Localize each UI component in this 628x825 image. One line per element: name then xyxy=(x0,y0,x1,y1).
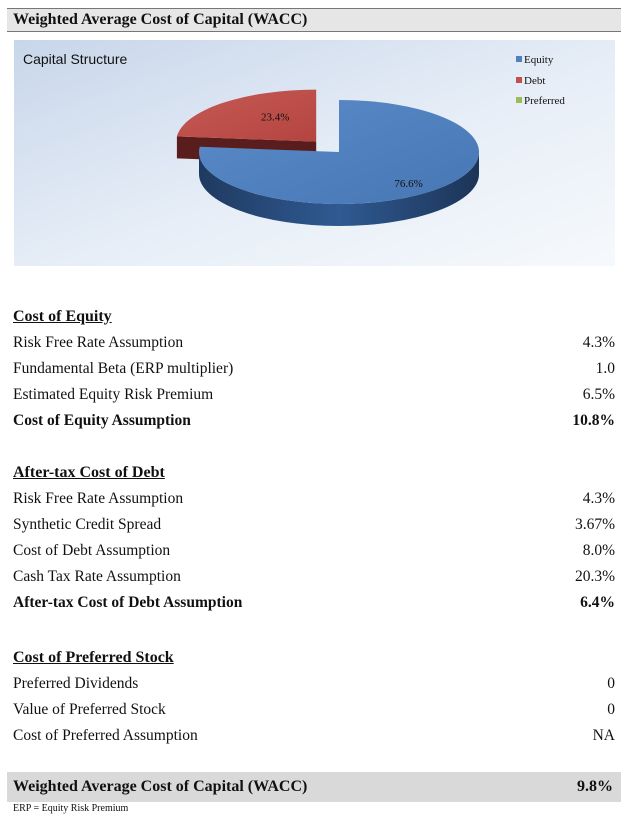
footnote: ERP = Equity Risk Premium xyxy=(13,803,129,814)
legend xyxy=(516,54,565,107)
row-label: Synthetic Credit Spread xyxy=(13,516,162,533)
total-label: After-tax Cost of Debt Assumption xyxy=(13,594,243,611)
total-value: 6.4% xyxy=(580,594,615,611)
row-label: Cost of Debt Assumption xyxy=(13,542,171,559)
chart-title: Capital Structure xyxy=(23,51,128,67)
data-label-debt: 23.4% xyxy=(261,111,290,124)
table-row xyxy=(13,512,615,538)
legend-label-debt: Debt xyxy=(524,75,546,87)
legend-label-equity: Equity xyxy=(524,54,554,66)
row-value: 3.67% xyxy=(574,516,615,533)
row-value: NA xyxy=(592,727,615,744)
row-label: Cost of Preferred Assumption xyxy=(13,727,198,744)
table-row xyxy=(13,671,615,697)
legend-swatch-equity xyxy=(516,56,522,62)
table-row xyxy=(13,564,615,590)
capital-structure-chart xyxy=(14,40,615,266)
total-label: Cost of Equity Assumption xyxy=(13,412,191,429)
cost-of-equity-section xyxy=(13,304,615,434)
cost-of-preferred-heading: Cost of Preferred Stock xyxy=(13,649,174,666)
table-row xyxy=(13,723,615,749)
wacc-value: 9.8% xyxy=(577,778,613,795)
wacc-label: Weighted Average Cost of Capital (WACC) xyxy=(13,778,308,795)
wacc-summary-bar xyxy=(7,772,621,802)
legend-swatch-debt xyxy=(516,77,522,83)
table-row xyxy=(13,486,615,512)
table-row xyxy=(13,356,615,382)
data-label-equity: 76.6% xyxy=(394,178,423,191)
row-value: 6.5% xyxy=(582,386,615,403)
cost-of-equity-heading: Cost of Equity xyxy=(13,308,112,325)
row-value: 4.3% xyxy=(582,490,615,507)
cost-of-preferred-section xyxy=(13,645,615,749)
table-row xyxy=(13,382,615,408)
row-label: Fundamental Beta (ERP multiplier) xyxy=(13,360,234,377)
row-value: 1.0 xyxy=(595,360,615,377)
legend-swatch-preferred xyxy=(516,97,522,103)
row-label: Risk Free Rate Assumption xyxy=(13,490,184,507)
page-title-bar xyxy=(7,8,621,32)
row-label: Estimated Equity Risk Premium xyxy=(13,386,214,403)
total-row xyxy=(13,590,615,616)
pie-group xyxy=(177,90,479,226)
row-label: Preferred Dividends xyxy=(13,675,139,692)
row-value: 8.0% xyxy=(582,542,615,559)
row-label: Cash Tax Rate Assumption xyxy=(13,568,181,585)
row-label: Risk Free Rate Assumption xyxy=(13,334,184,351)
legend-label-preferred: Preferred xyxy=(524,95,565,107)
row-label: Value of Preferred Stock xyxy=(13,701,166,718)
table-row xyxy=(13,538,615,564)
debt-slice xyxy=(177,90,316,142)
pie-chart-svg xyxy=(14,40,615,266)
cost-of-debt-section xyxy=(13,460,615,616)
page-title: Weighted Average Cost of Capital (WACC) xyxy=(13,11,308,28)
row-value: 0 xyxy=(607,701,615,718)
row-value: 0 xyxy=(607,675,615,692)
total-row xyxy=(13,408,615,434)
table-row xyxy=(13,697,615,723)
total-value: 10.8% xyxy=(572,412,615,429)
cost-of-debt-heading: After-tax Cost of Debt xyxy=(13,464,165,481)
row-value: 4.3% xyxy=(582,334,615,351)
table-row xyxy=(13,330,615,356)
row-value: 20.3% xyxy=(574,568,615,585)
